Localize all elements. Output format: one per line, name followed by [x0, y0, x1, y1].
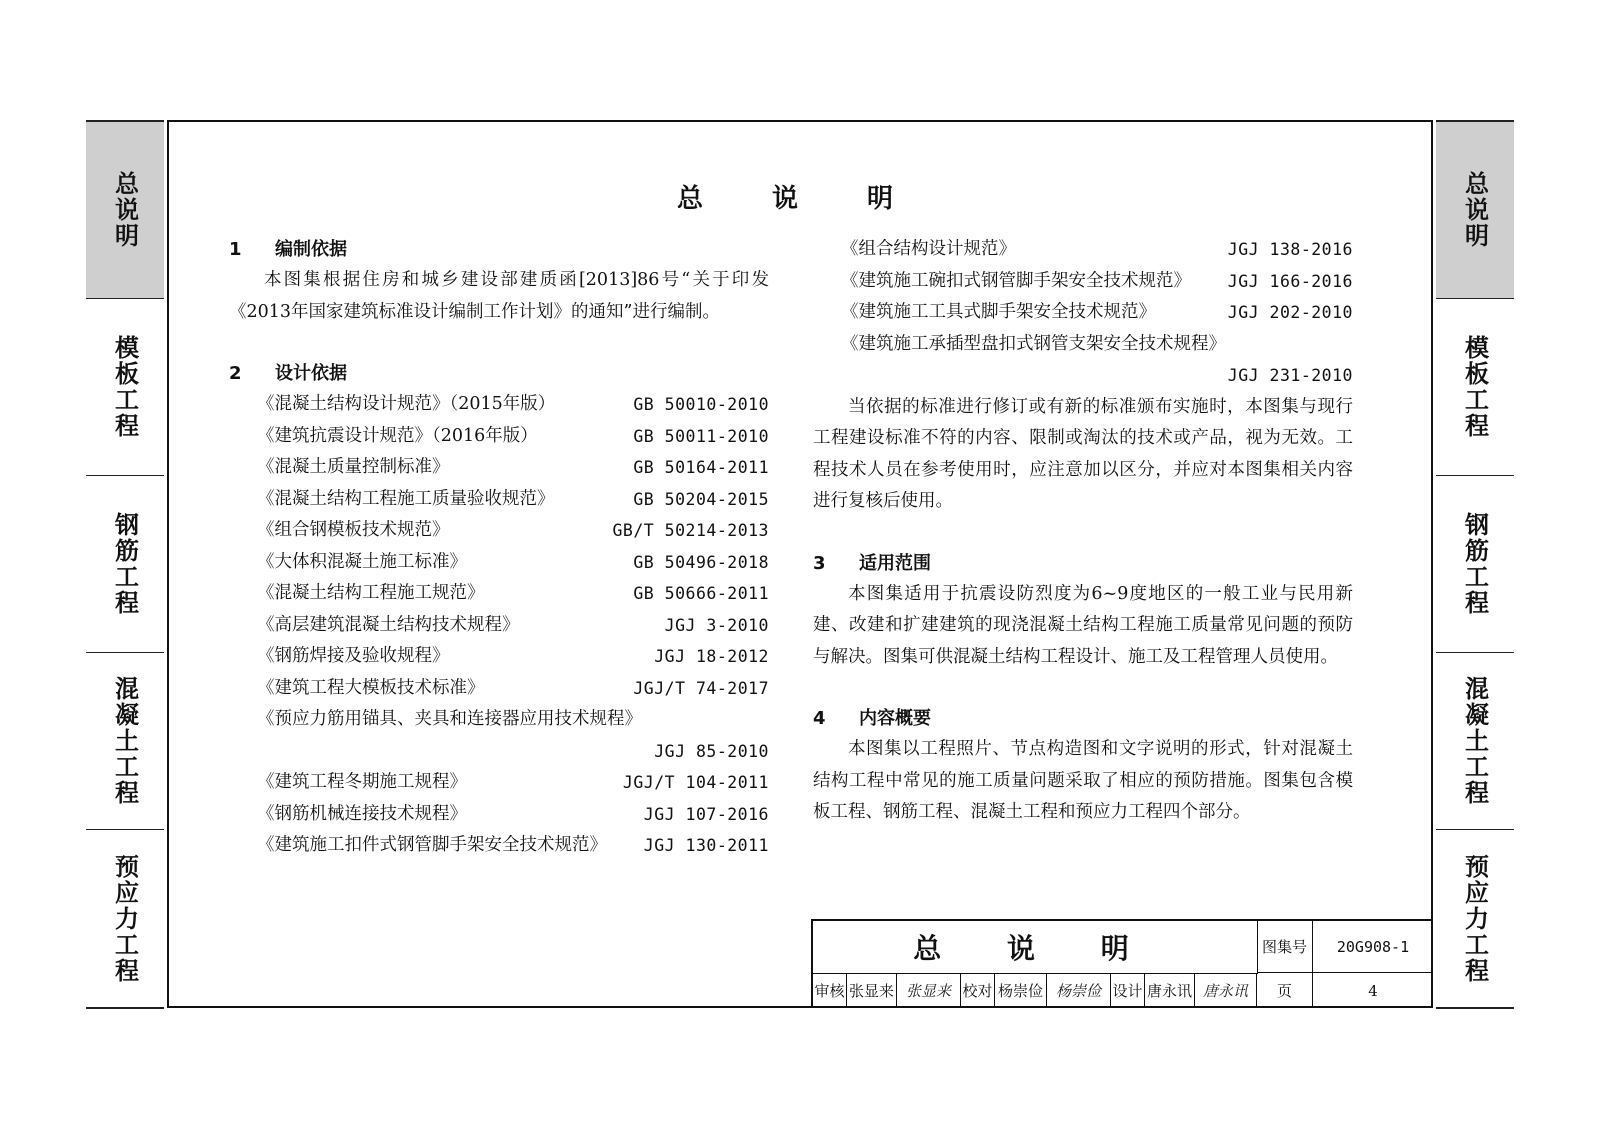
review-label: 审核 — [813, 973, 847, 1008]
standard-row: 《高层建筑混凝土结构技术规程》 JGJ 3-2010 — [257, 614, 769, 635]
standard-row: 《大体积混凝土施工标准》 GB 50496-2018 — [257, 551, 769, 572]
tab-rebar[interactable]: 钢筋工程 — [86, 476, 164, 653]
tab-general-right[interactable]: 总说明 — [1436, 122, 1514, 299]
standard-row: 《组合结构设计规范》 JGJ 138-2016 — [841, 239, 1353, 259]
side-tabs-right — [1436, 120, 1514, 1009]
standard-row: 《建筑工程冬期施工规程》 JGJ/T 104-2011 — [257, 772, 769, 792]
left-column — [229, 234, 769, 862]
side-tabs-left — [86, 120, 164, 1009]
page-number: 4 — [1368, 981, 1378, 1000]
section-heading-4: 4 内容概要 — [813, 708, 931, 729]
reviewer-name: 张显来 — [847, 973, 897, 1008]
standard-row: 《建筑施工扣件式钢管脚手架安全技术规范》 JGJ 130-2011 — [257, 835, 769, 855]
standard-row: 《组合钢模板技术规范》 GB/T 50214-2013 — [257, 520, 769, 540]
tab-rebar-right[interactable]: 钢筋工程 — [1436, 476, 1514, 653]
checker-signature: 杨崇俭 — [1047, 973, 1111, 1008]
standard-row: 《建筑施工碗扣式钢管脚手架安全技术规范》 JGJ 166-2016 — [841, 270, 1353, 291]
standard-row: 《钢筋焊接及验收规程》 JGJ 18-2012 — [257, 646, 769, 666]
designer-name: 唐永讯 — [1145, 973, 1195, 1008]
atlas-number: 20G908-1 — [1313, 921, 1433, 973]
section-4-text: 本图集以工程照片、节点构造图和文字说明的形式，针对混凝土结构工程中常见的施工质量问题采取了相应的预防措施。图集包含模板工程、钢筋工程、混凝土工程和预应力工程四个部分。 — [813, 739, 1353, 822]
standard-row: 《建筑施工承插型盘扣式钢管支架安全技术规程》 — [841, 333, 1226, 354]
page-title: 总 说 明 — [676, 184, 924, 214]
section-heading-2: 2 设计依据 — [229, 363, 347, 384]
tab-formwork-right[interactable]: 模板工程 — [1436, 299, 1514, 476]
title-block — [811, 919, 1431, 1006]
title-block-name: 总 说 明 — [813, 921, 1258, 974]
section-1-text: 本图集根据住房和城乡建设部建质函[2013]86号“关于印发《2013年国家建筑标准设计编制工作计划》的通知”进行编制。 — [229, 270, 769, 322]
design-label: 设计 — [1111, 973, 1145, 1008]
tab-prestress[interactable]: 预应力工程 — [110, 853, 139, 984]
tab-general[interactable]: 总说明 — [86, 122, 164, 299]
standard-row-code: JGJ 231-2010 — [1227, 366, 1353, 385]
standard-row: 《混凝土结构工程施工规范》 GB 50666-2011 — [257, 583, 769, 603]
standard-row: 《建筑施工工具式脚手架安全技术规范》 JGJ 202-2010 — [841, 302, 1353, 322]
standard-row: 《钢筋机械连接技术规程》 JGJ 107-2016 — [257, 803, 769, 824]
tab-concrete-right[interactable]: 混凝土工程 — [1436, 653, 1514, 830]
standard-row: 《混凝土结构工程施工质量验收规范》 GB 50204-2015 — [257, 488, 769, 509]
page-label: 页 — [1257, 973, 1313, 1008]
drawing-frame — [167, 120, 1433, 1008]
checker-name: 杨崇俭 — [995, 973, 1047, 1008]
standard-row: 《预应力筋用锚具、夹具和连接器应用技术规程》 — [257, 709, 642, 729]
right-column — [813, 234, 1353, 829]
section-2-note: 当依据的标准进行修订或有新的标准颁布实施时，本图集与现行工程建设标准不符的内容、限制或淘汰的技术或产品，视为无效。工程技术人员在参考使用时，应注意加以区分，并应对本图集相关内容进行复核后使用。 — [813, 396, 1353, 511]
standard-row: 《建筑工程大模板技术标准》 JGJ/T 74-2017 — [257, 677, 769, 698]
standard-row: 《混凝土质量控制标准》 GB 50164-2011 — [257, 457, 769, 477]
check-label: 校对 — [961, 973, 995, 1008]
tab-formwork[interactable]: 模板工程 — [86, 299, 164, 476]
section-3-text: 本图集适用于抗震设防烈度为6~9度地区的一般工业与民用新建、改建和扩建建筑的现浇混凝土结构工程施工质量常见问题的预防与解决。图集可供混凝土结构工程设计、施工及工程管理人员使用。 — [813, 583, 1353, 667]
section-heading-3: 3 适用范围 — [813, 552, 931, 574]
tab-prestress-right[interactable]: 预应力工程 — [1460, 853, 1489, 984]
reviewer-signature: 张显来 — [897, 973, 961, 1008]
tab-concrete[interactable]: 混凝土工程 — [86, 653, 164, 830]
section-heading-1: 1 编制依据 — [229, 239, 347, 260]
standard-row: 《建筑抗震设计规范》（2016年版） GB 50011-2010 — [257, 425, 769, 446]
atlas-label: 图集号 — [1257, 921, 1313, 973]
standard-row-code: JGJ 85-2010 — [654, 741, 769, 761]
designer-signature: 唐永讯 — [1195, 973, 1257, 1008]
standard-row: 《混凝土结构设计规范》（2015年版） GB 50010-2010 — [257, 394, 769, 414]
